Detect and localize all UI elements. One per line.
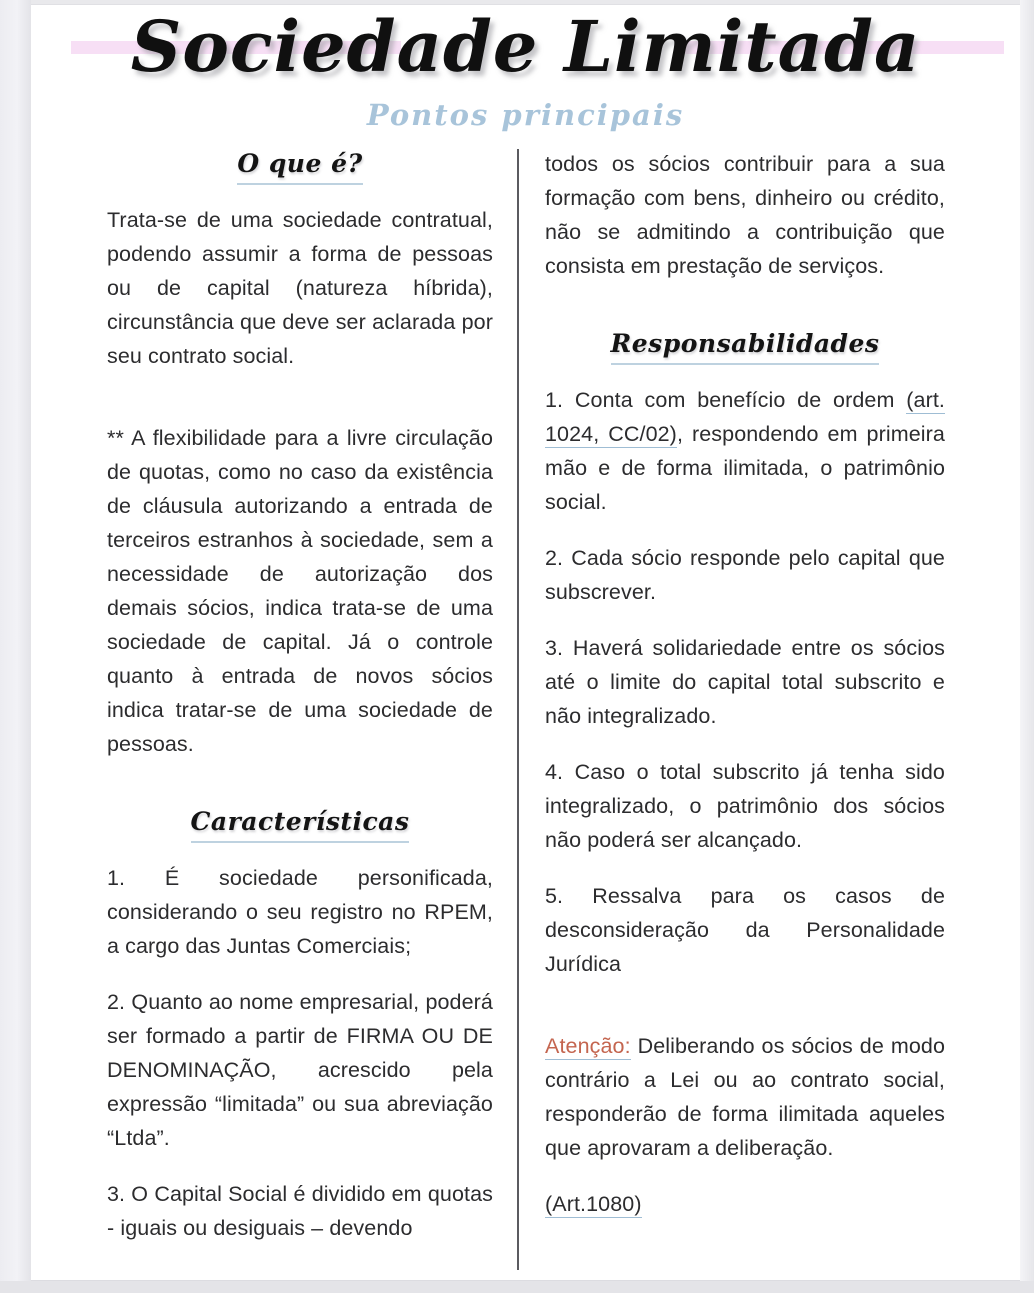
caracteristica-item-3: 3. O Capital Social é dividido em quotas - iguais ou desiguais – devendo	[107, 1182, 493, 1240]
paragraph-definition: Trata-se de uma sociedade contratual, podendo assumir a forma de pessoas ou de capital (natureza híbrida), circunstância que deve ser aclarada por seu contrato social.	[107, 208, 493, 368]
responsabilidade-item-3: 3. Haverá solidariedade entre os sócios até o limite do capital total subscrito e não integralizado.	[545, 636, 945, 728]
right-column	[545, 147, 945, 1221]
alert-article-paragraph	[545, 1187, 945, 1221]
alert-text: Deliberando os sócios de modo contrário a Lei ou ao contrato social, responderão de forma ilimitada aqueles que aprovaram a deliberação.	[545, 1034, 945, 1160]
left-column	[107, 147, 493, 1245]
responsabilidade-item-1-text-before: 1. Conta com benefício de ordem	[545, 388, 907, 412]
responsabilidade-item-1-text-after: , respondendo em primeira mão e de forma ilimitada, o patrimônio social.	[545, 422, 945, 514]
page-subtitle: Pontos principais	[366, 98, 685, 132]
content-columns	[31, 147, 1020, 1282]
caracteristica-item-1: 1. É sociedade personificada, considerando o seu registro no RPEM, a cargo das Juntas Comerciais;	[107, 866, 493, 958]
alert-paragraph	[545, 1029, 945, 1165]
paragraph-flexibilidade: ** A flexibilidade para a livre circulação de quotas, como no caso da existência de cláusula autorizando a entrada de terceiros estranhos à sociedade, sem a necessidade de autorização dos demais sócios, indica trata-se de uma sociedade de capital. Já o controle quanto à entrada de novos sócios indica tratar-se de uma sociedade de pessoas.	[107, 426, 493, 756]
heading-o-que-e: O que é?	[237, 147, 362, 185]
responsabilidade-item-5: 5. Ressalva para os casos de desconsideração da Personalidade Jurídica	[545, 884, 945, 976]
responsabilidade-item-2: 2. Cada sócio responde pelo capital que subscrever.	[545, 546, 945, 604]
responsabilidade-item-4: 4. Caso o total subscrito já tenha sido integralizado, o patrimônio dos sócios não poderá ser alcançado.	[545, 760, 945, 852]
heading-caracteristicas: Características	[191, 805, 410, 843]
page-right-edge	[1020, 0, 1034, 1293]
alert-spacer	[545, 1003, 945, 1029]
page-header	[31, 5, 1020, 145]
paragraph-continuation: todos os sócios contribuir para a sua formação com bens, dinheiro ou crédito, não se admitindo a contribuição que consista em prestação de serviços.	[545, 152, 945, 278]
heading-responsabilidades: Responsabilidades	[611, 327, 880, 365]
legal-reference-art-1024: (art. 1024, CC/02)	[545, 388, 945, 446]
page-title: Sociedade Limitada	[130, 5, 921, 88]
responsabilidade-item-1	[545, 383, 945, 519]
paragraph-spacer	[107, 395, 493, 421]
note-page	[31, 4, 1020, 1281]
caracteristica-item-2: 2. Quanto ao nome empresarial, poderá ser formado a partir de FIRMA OU DE DENOMINAÇÃO, acrescido pela expressão “limitada” ou sua abreviação “Ltda”.	[107, 990, 493, 1150]
column-divider	[517, 149, 519, 1270]
page-left-edge	[0, 0, 31, 1293]
legal-reference-art-1080: (Art.1080)	[545, 1192, 642, 1216]
alert-label: Atenção:	[545, 1034, 631, 1058]
page-bottom-edge	[0, 1281, 1034, 1293]
